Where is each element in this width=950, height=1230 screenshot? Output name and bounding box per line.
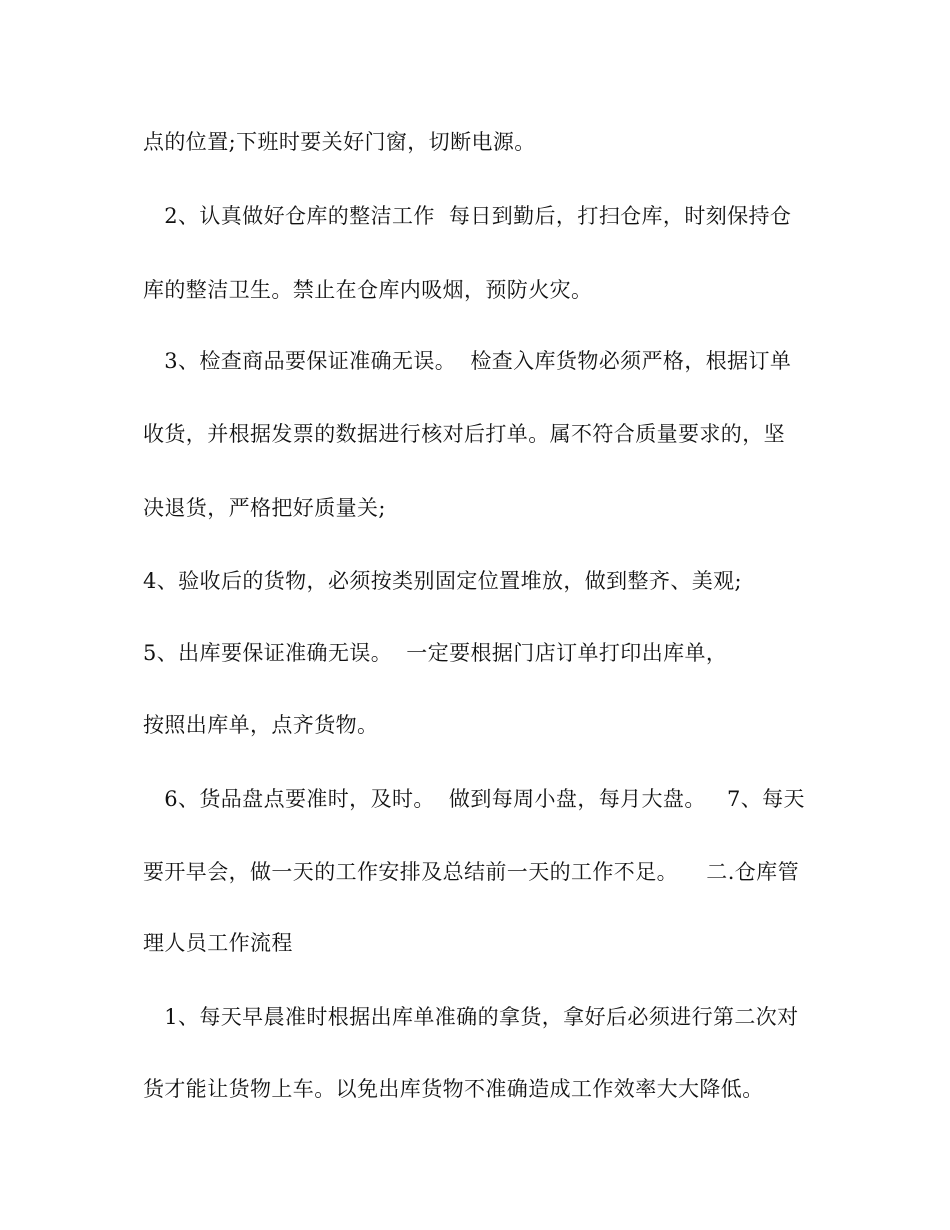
text-line: 库的整洁卫生。禁止在仓库内吸烟，预防火灾。 [143, 278, 593, 302]
text-line: 3、检查商品要保证准确无误。 检查入库货物必须严格，根据订单 [143, 349, 792, 373]
text-line: 点的位置;下班时要关好门窗，切断电源。 [143, 130, 536, 154]
text-line: 5、出库要保证准确无误。 一定要根据门店订单打印出库单， [143, 641, 728, 665]
text-line: 货才能让货物上车。以免出库货物不准确造成工作效率大大降低。 [143, 1077, 764, 1101]
text-line: 按照出库单，点齐货物。 [143, 713, 379, 737]
text-line: 1、每天早晨准时根据出库单准确的拿货，拿好后必须进行第二次对 [143, 1005, 799, 1029]
text-line: 2、认真做好仓库的整洁工作 每日到勤后，打扫仓库，时刻保持仓 [143, 204, 792, 228]
text-line: 要开早会，做一天的工作安排及总结前一天的工作不足。 二.仓库管 [143, 860, 799, 884]
text-line: 收货，并根据发票的数据进行核对后打单。属不符合质量要求的，坚 [143, 422, 785, 446]
text-line: 6、货品盘点要准时，及时。 做到每周小盘，每月大盘。 7、每天 [143, 787, 805, 811]
text-line: 理人员工作流程 [143, 931, 293, 955]
text-line: 决退货，严格把好质量关; [143, 496, 386, 520]
text-line: 4、验收后的货物，必须按类别固定位置堆放，做到整齐、美观; [143, 569, 743, 593]
